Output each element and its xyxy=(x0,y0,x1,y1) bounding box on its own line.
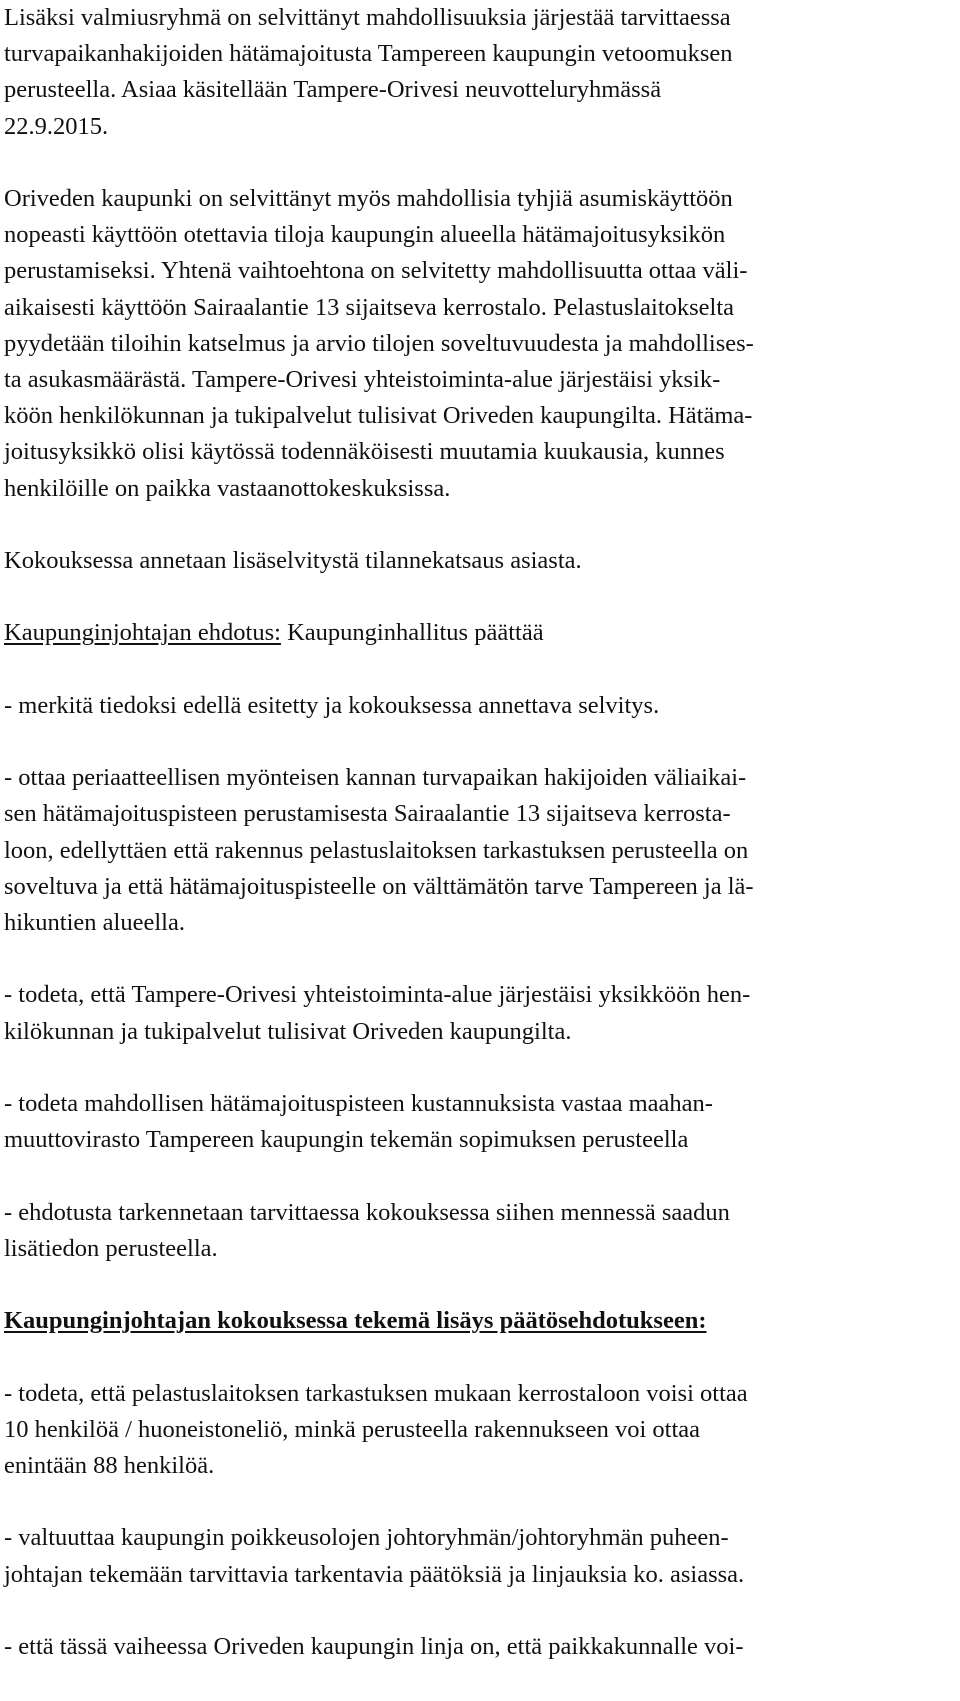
text-line: - ehdotusta tarkennetaan tarvittaessa kokouksessa siihen mennessä saadun xyxy=(4,1198,730,1226)
text-line: henkilöille on paikka vastaanottokeskuksissa. xyxy=(4,474,451,502)
text-line: 22.9.2015. xyxy=(4,112,109,140)
proposal-item xyxy=(4,688,954,724)
text-line: ta asukasmäärästä. Tampere-Orivesi yhteistoiminta-alue järjestäisi yksik- xyxy=(4,366,721,394)
proposal-item xyxy=(4,1195,954,1267)
intro-paragraph xyxy=(4,0,954,145)
text-line: - valtuuttaa kaupungin poikkeusolojen johtoryhmän/johtoryhmän puheen- xyxy=(4,1524,729,1552)
addition-item xyxy=(4,1376,954,1485)
text-line: pyydetään tiloihin katselmus ja arvio tilojen soveltuvuudesta ja mahdollises- xyxy=(4,329,754,357)
text-line: - todeta, että Tampere-Orivesi yhteistoiminta-alue järjestäisi yksikköön hen- xyxy=(4,981,751,1009)
proposal-heading: Kaupunginjohtajan ehdotus: xyxy=(4,619,281,647)
text-line: hikuntien alueella. xyxy=(4,909,185,936)
text-line: perusteella. Asiaa käsitellään Tampere-Orivesi neuvotteluryhmässä xyxy=(4,76,662,104)
text-line: loon, edellyttäen että rakennus pelastuslaitoksen tarkastuksen perusteella on xyxy=(4,836,749,864)
addition-heading-line xyxy=(4,1303,954,1339)
text-line: Kokouksessa annetaan lisäselvitystä tilannekatsaus asiasta. xyxy=(4,547,582,575)
text-line: lisätiedon perusteella. xyxy=(4,1234,218,1262)
addition-item xyxy=(4,1520,954,1592)
text-line: kilökunnan ja tukipalvelut tulisivat Oriveden kaupungilta. xyxy=(4,1017,572,1045)
text-line: muuttovirasto Tampereen kaupungin tekemän sopimuksen perusteella xyxy=(4,1126,689,1154)
text-line: - ottaa periaatteellisen myönteisen kannan turvapaikan hakijoiden väliaikai- xyxy=(4,764,747,792)
text-line: Lisäksi valmiusryhmä on selvittänyt mahdollisuuksia järjestää tarvittaessa xyxy=(4,4,731,31)
text-line: - todeta mahdollisen hätämajoituspisteen kustannuksista vastaa maahan- xyxy=(4,1089,713,1117)
proposal-text: Kaupunginhallitus päättää xyxy=(280,619,544,647)
text-line: turvapaikanhakijoiden hätämajoitusta Tampereen kaupungin vetoomuksen xyxy=(4,40,733,68)
text-line: - merkitä tiedoksi edellä esitetty ja kokouksessa annettava selvitys. xyxy=(4,691,660,719)
second-paragraph xyxy=(4,181,954,507)
text-line: johtajan tekemään tarvittavia tarkentavia päätöksiä ja linjauksia ko. asiassa. xyxy=(4,1560,745,1588)
proposal-line xyxy=(4,615,954,651)
text-line: aikaisesti käyttöön Sairaalantie 13 sijaitseva kerrostalo. Pelastuslaitokselta xyxy=(4,293,735,321)
meeting-note xyxy=(4,543,954,579)
text-line: soveltuva ja että hätämajoituspisteelle on välttämätön tarve Tampereen ja lä- xyxy=(4,872,754,900)
proposal-item xyxy=(4,1086,954,1158)
text-line: nopeasti käyttöön otettavia tiloja kaupungin alueella hätämajoitusyksikön xyxy=(4,221,726,249)
proposal-item xyxy=(4,760,954,941)
text-line: köön henkilökunnan ja tukipalvelut tulisivat Oriveden kaupungilta. Hätäma- xyxy=(4,402,753,430)
proposal-heading-line xyxy=(4,615,954,651)
text-line: joitusyksikkö olisi käytössä todennäköisesti muutamia kuukausia, kunnes xyxy=(4,438,725,466)
text-line: Oriveden kaupunki on selvittänyt myös mahdollisia tyhjiä asumiskäyttöön xyxy=(4,185,733,212)
text-line: 10 henkilöä / huoneistoneliö, minkä perusteella rakennukseen voi ottaa xyxy=(4,1415,701,1443)
text-line: enintään 88 henkilöä. xyxy=(4,1451,215,1479)
text-line: sen hätämajoituspisteen perustamisesta Sairaalantie 13 sijaitseva kerrosta- xyxy=(4,800,731,828)
text-line: - että tässä vaiheessa Oriveden kaupungin linja on, että paikkakunnalle voi- xyxy=(4,1632,744,1660)
addition-heading: Kaupunginjohtajan kokouksessa tekemä lisäys päätösehdotukseen: xyxy=(4,1307,707,1335)
addition-item xyxy=(4,1629,954,1665)
proposal-item xyxy=(4,977,954,1049)
text-line: perustamiseksi. Yhtenä vaihtoehtona on selvitetty mahdollisuutta ottaa väli- xyxy=(4,257,748,285)
text-line: - todeta, että pelastuslaitoksen tarkastuksen mukaan kerrostaloon voisi ottaa xyxy=(4,1379,748,1407)
document-page xyxy=(4,0,954,1701)
